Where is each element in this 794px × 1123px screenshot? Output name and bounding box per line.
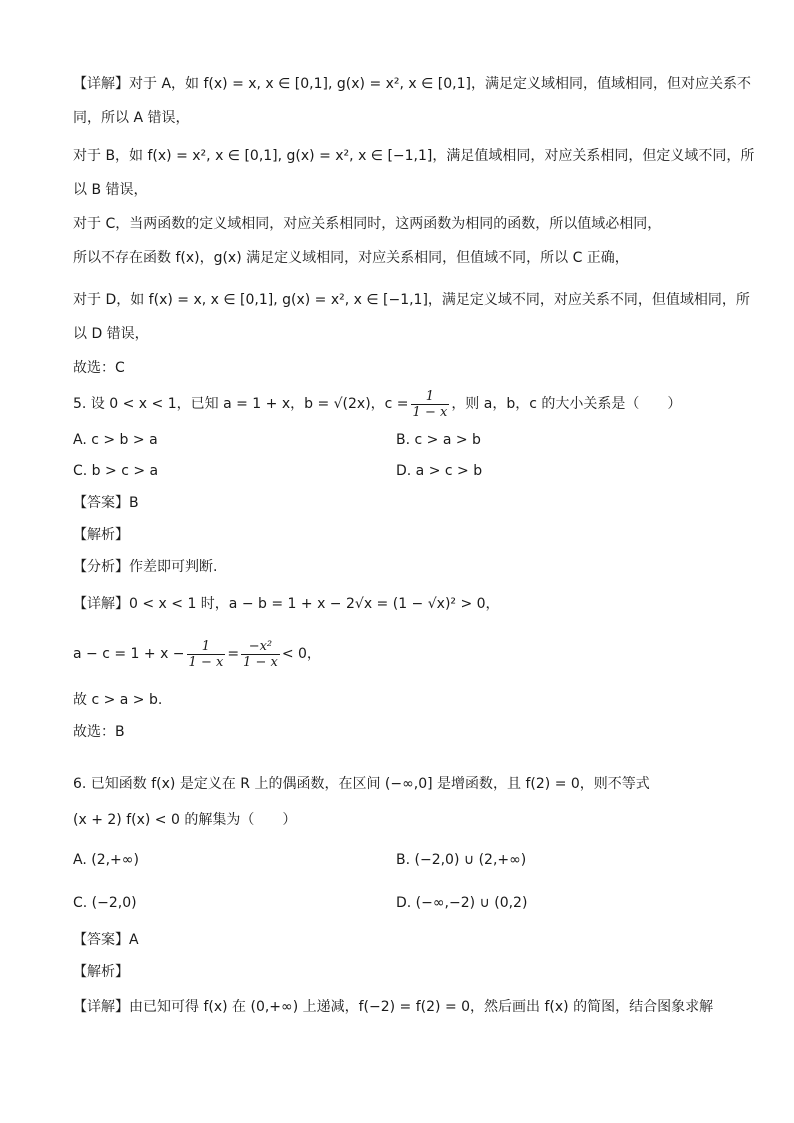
q6-stem-line-1: 6. 已知函数 f(x) 是定义在 R 上的偶函数，在区间 (−∞,0] 是增函数，且 f(2) = 0，则不等式 [73, 776, 650, 792]
q6-option-a: A. (2,+∞) [73, 852, 139, 868]
q5-analysis-label: 【解析】 [73, 527, 129, 543]
q5-option-c: C. b > c > a [73, 463, 159, 479]
q5-fraction-3 [241, 639, 280, 670]
q4-detail-line-4: 以 B 错误， [73, 182, 148, 198]
q6-option-d: D. (−∞,−2) ∪ (0,2) [396, 895, 528, 911]
q5-frac3-num: −x² [241, 639, 280, 655]
q5-fraction-c [411, 389, 450, 420]
q5-option-a: A. c > b > a [73, 432, 158, 448]
q5-option-d: D. a > c > b [396, 463, 483, 479]
q5-detail-line-2 [73, 636, 321, 672]
q5-eq: = [227, 646, 240, 662]
q5-fraction-2 [187, 639, 226, 670]
q4-answer-pick: 故选：C [73, 360, 125, 376]
q5-detail2-b: < 0， [281, 646, 321, 662]
q4-detail-line-1: 【详解】对于 A，如 f(x) = x, x ∈ [0,1], g(x) = x², x ∈ [0,1]，满足定义域相同，值域相同，但对应关系不 [73, 76, 751, 92]
q6-option-c: C. (−2,0) [73, 895, 137, 911]
q5-frac-num: 1 [411, 389, 450, 405]
q6-analysis-label: 【解析】 [73, 964, 129, 980]
q5-answer: 【答案】B [73, 495, 139, 511]
q4-detail-line-2: 同，所以 A 错误， [73, 110, 190, 126]
q5-frac2-num: 1 [187, 639, 226, 655]
q4-detail-line-6: 所以不存在函数 f(x)，g(x) 满足定义域相同，对应关系相同，但值域不同，所以 C 正确， [73, 250, 629, 266]
q6-option-b: B. (−2,0) ∪ (2,+∞) [396, 852, 527, 868]
q5-conclusion: 故 c > a > b. [73, 692, 163, 708]
q5-detail2-a: a − c = 1 + x − [73, 646, 185, 662]
q6-detail: 【详解】由已知可得 f(x) 在 (0,+∞) 上递减，f(−2) = f(2) = 0，然后画出 f(x) 的简图，结合图象求解 [73, 999, 714, 1015]
q5-option-b: B. c > a > b [396, 432, 481, 448]
q5-frac-den: 1 − x [412, 404, 448, 420]
q6-answer: 【答案】A [73, 932, 139, 948]
q4-detail-line-5: 对于 C，当两函数的定义域相同，对应关系相同时，这两函数为相同的函数，所以值域必相同， [73, 216, 662, 232]
q5-stem-a: 5. 设 0 < x < 1，已知 a = 1 + x，b = √(2x)，c = [73, 396, 409, 412]
q4-detail-line-7: 对于 D，如 f(x) = x, x ∈ [0,1], g(x) = x², x ∈ [−1,1]，满足定义域不同，对应关系不同，但值域相同，所 [73, 292, 750, 308]
q5-stem-b: ，则 a，b，c 的大小关系是（ ） [451, 396, 682, 412]
q5-answer-pick: 故选：B [73, 724, 125, 740]
q5-detail-line-1: 【详解】0 < x < 1 时，a − b = 1 + x − 2√x = (1 − √x)² > 0， [73, 596, 500, 612]
q4-detail-line-3: 对于 B，如 f(x) = x², x ∈ [0,1], g(x) = x², x ∈ [−1,1]，满足值域相同，对应关系相同，但定义域不同，所 [73, 148, 755, 164]
q5-stem [73, 386, 681, 422]
q6-stem-line-2: (x + 2) f(x) < 0 的解集为（ ） [73, 812, 297, 828]
q5-analysis: 【分析】作差即可判断. [73, 559, 218, 575]
q4-detail-line-8: 以 D 错误， [73, 326, 149, 342]
q5-frac2-den: 1 − x [188, 654, 224, 670]
q5-frac3-den: 1 − x [243, 654, 278, 670]
